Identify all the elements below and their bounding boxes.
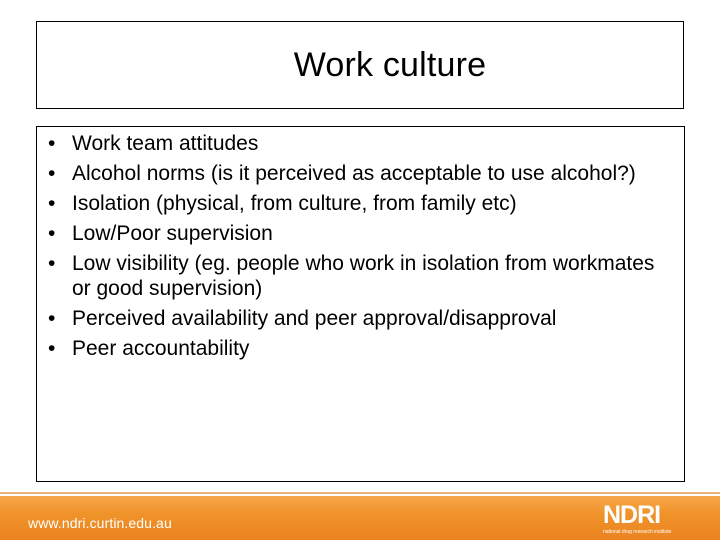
bullet-dot-icon: •	[48, 132, 56, 155]
footer-divider	[0, 492, 720, 494]
bullet-dot-icon: •	[48, 192, 56, 215]
bullet-item: • Alcohol norms (is it perceived as acceptable to use alcohol?)	[48, 162, 636, 185]
slide-content-box	[36, 126, 685, 482]
bullet-dot-icon: •	[48, 252, 56, 275]
bullet-list	[48, 131, 676, 366]
bullet-dot-icon: •	[48, 162, 56, 185]
bullet-item: • Peer accountability	[48, 337, 250, 360]
footer-url-link[interactable]: www.ndri.curtin.edu.au	[28, 515, 172, 531]
slide-title: Work culture	[293, 45, 487, 84]
footer-bar	[0, 496, 720, 540]
bullet-dot-icon: •	[48, 222, 56, 245]
slide-title-box	[36, 21, 684, 109]
bullet-item: • Low/Poor supervision	[48, 222, 273, 245]
bullet-item: • Work team attitudes	[48, 132, 259, 155]
bullet-dot-icon: •	[48, 307, 56, 330]
bullet-item: • Isolation (physical, from culture, from family etc)	[48, 192, 517, 215]
ndri-logo	[603, 503, 683, 537]
bullet-item: • Perceived availability and peer approval/disapproval	[48, 307, 557, 330]
bullet-item: • Low visibility (eg. people who work in isolation from workmates or good supervision)	[48, 252, 655, 300]
logo-text: NDRI	[603, 501, 661, 529]
logo-subtitle: national drug research institute	[603, 529, 672, 535]
bullet-dot-icon: •	[48, 337, 56, 360]
